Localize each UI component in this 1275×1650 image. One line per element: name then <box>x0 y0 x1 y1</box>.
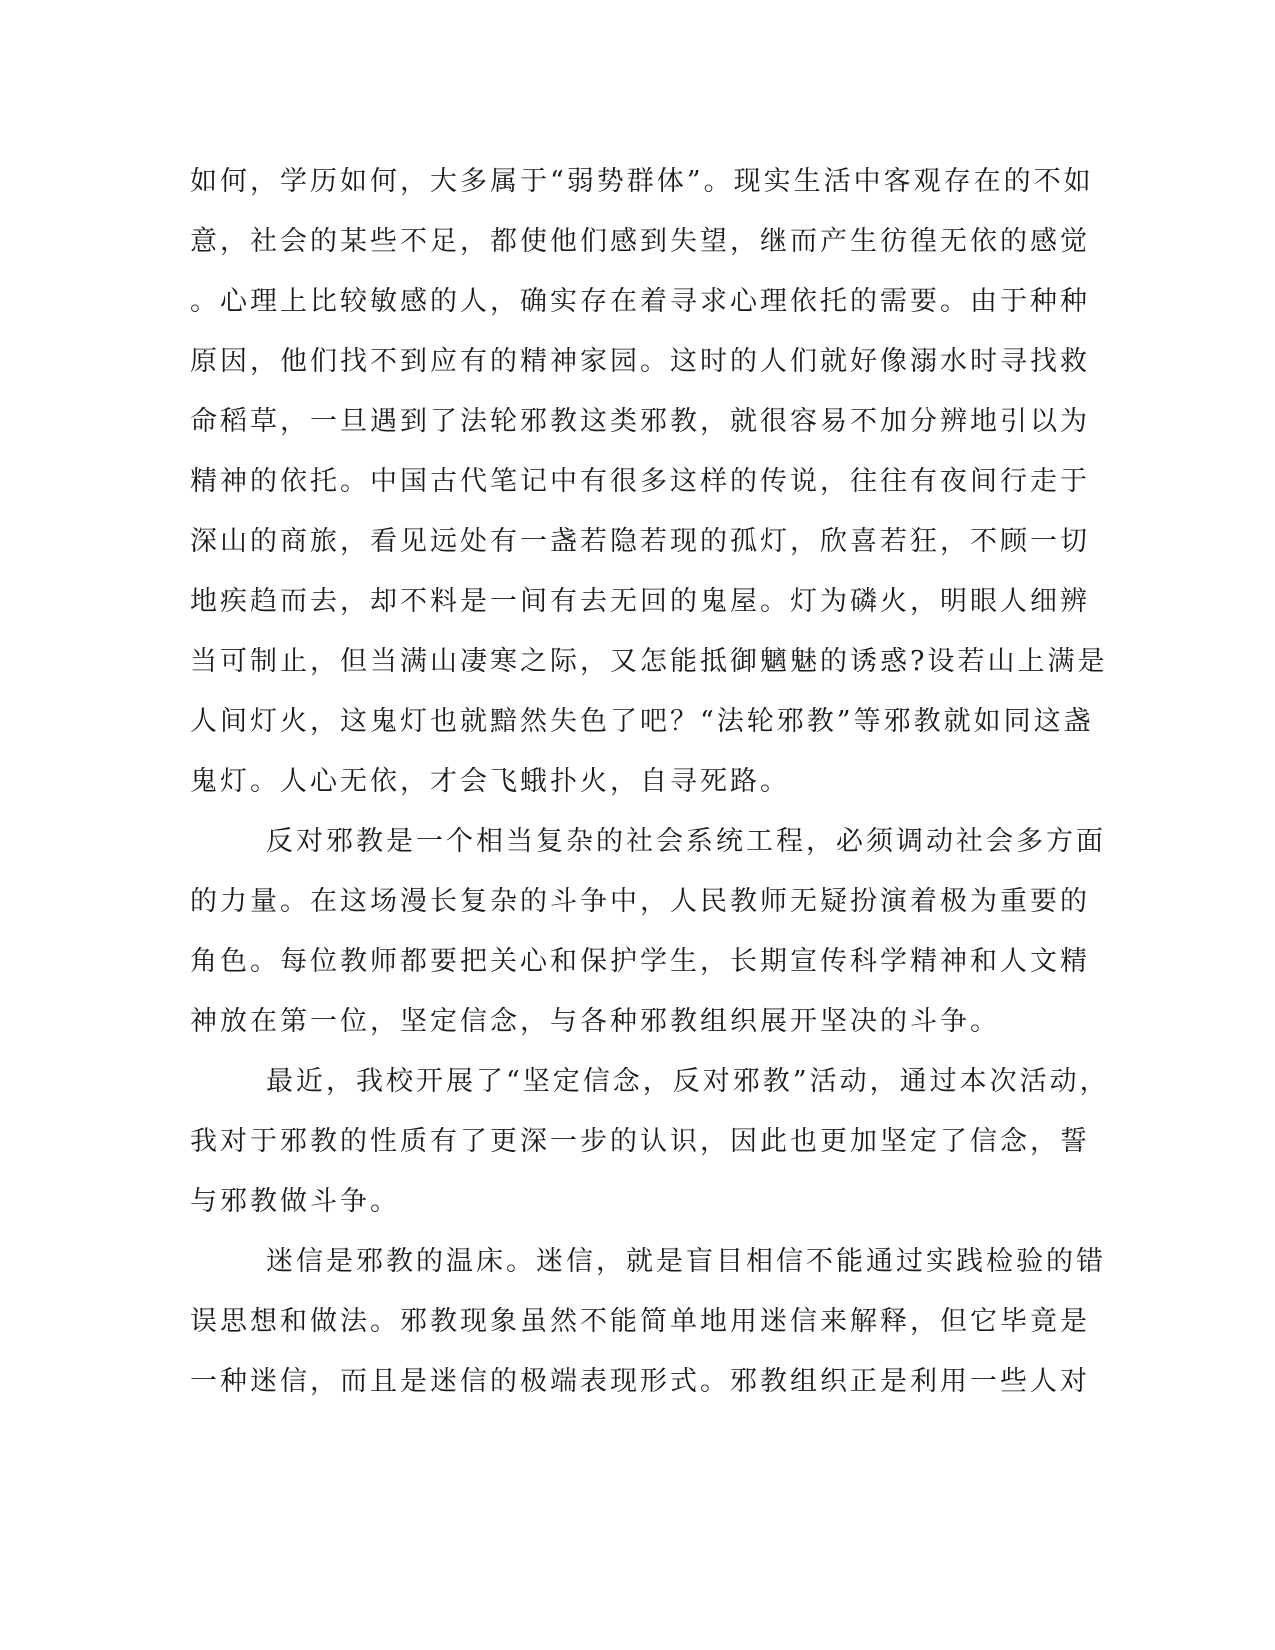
text-line: 原因，他们找不到应有的精神家园。这时的人们就好像溺水时寻找救 <box>190 346 1090 377</box>
text-line: 角色。每位教师都要把关心和保护学生，长期宣传科学精神和人文精 <box>190 946 1090 977</box>
text-line: 地疾趋而去，却不料是一间有去无回的鬼屋。灯为磷火，明眼人细辨 <box>190 586 1090 617</box>
text-line: 精神的依托。中国古代笔记中有很多这样的传说，往往有夜间行走于 <box>190 466 1090 497</box>
text-line: 当可制止，但当满山凄寒之际，又怎能抵御魑魅的诱惑?设若山上满是 <box>190 646 1108 677</box>
text-line: 与邪教做斗争。 <box>190 1186 400 1217</box>
text-line: 深山的商旅，看见远处有一盏若隐若现的孤灯，欣喜若狂，不顾一切 <box>190 526 1090 557</box>
text-line: 人间灯火，这鬼灯也就黯然失色了吧？“法轮邪教”等邪教就如同这盏 <box>190 706 1094 737</box>
text-line: 误思想和做法。邪教现象虽然不能简单地用迷信来解释，但它毕竟是 <box>190 1306 1090 1337</box>
text-line: 如何，学历如何，大多属于“弱势群体”。现实生活中客观存在的不如 <box>190 166 1094 197</box>
text-line: 。心理上比较敏感的人，确实存在着寻求心理依托的需要。由于种种 <box>190 286 1090 317</box>
paragraph-first-line: 迷信是邪教的温床。迷信，就是盲目相信不能通过实践检验的错 <box>266 1246 1106 1277</box>
text-line: 神放在第一位，坚定信念，与各种邪教组织展开坚决的斗争。 <box>190 1006 1000 1037</box>
text-line: 意，社会的某些不足，都使他们感到失望，继而产生彷徨无依的感觉 <box>190 226 1090 257</box>
text-line: 我对于邪教的性质有了更深一步的认识，因此也更加坚定了信念，誓 <box>190 1126 1090 1157</box>
text-line: 的力量。在这场漫长复杂的斗争中，人民教师无疑扮演着极为重要的 <box>190 886 1090 917</box>
text-line: 命稻草，一旦遇到了法轮邪教这类邪教，就很容易不加分辨地引以为 <box>190 406 1090 437</box>
text-line: 鬼灯。人心无依，才会飞蛾扑火，自寻死路。 <box>190 766 790 797</box>
paragraph-first-line: 反对邪教是一个相当复杂的社会系统工程，必须调动社会多方面 <box>266 826 1106 857</box>
paragraph-first-line: 最近，我校开展了“坚定信念，反对邪教”活动，通过本次活动， <box>266 1066 1110 1097</box>
text-line: 一种迷信，而且是迷信的极端表现形式。邪教组织正是利用一些人对 <box>190 1366 1090 1397</box>
